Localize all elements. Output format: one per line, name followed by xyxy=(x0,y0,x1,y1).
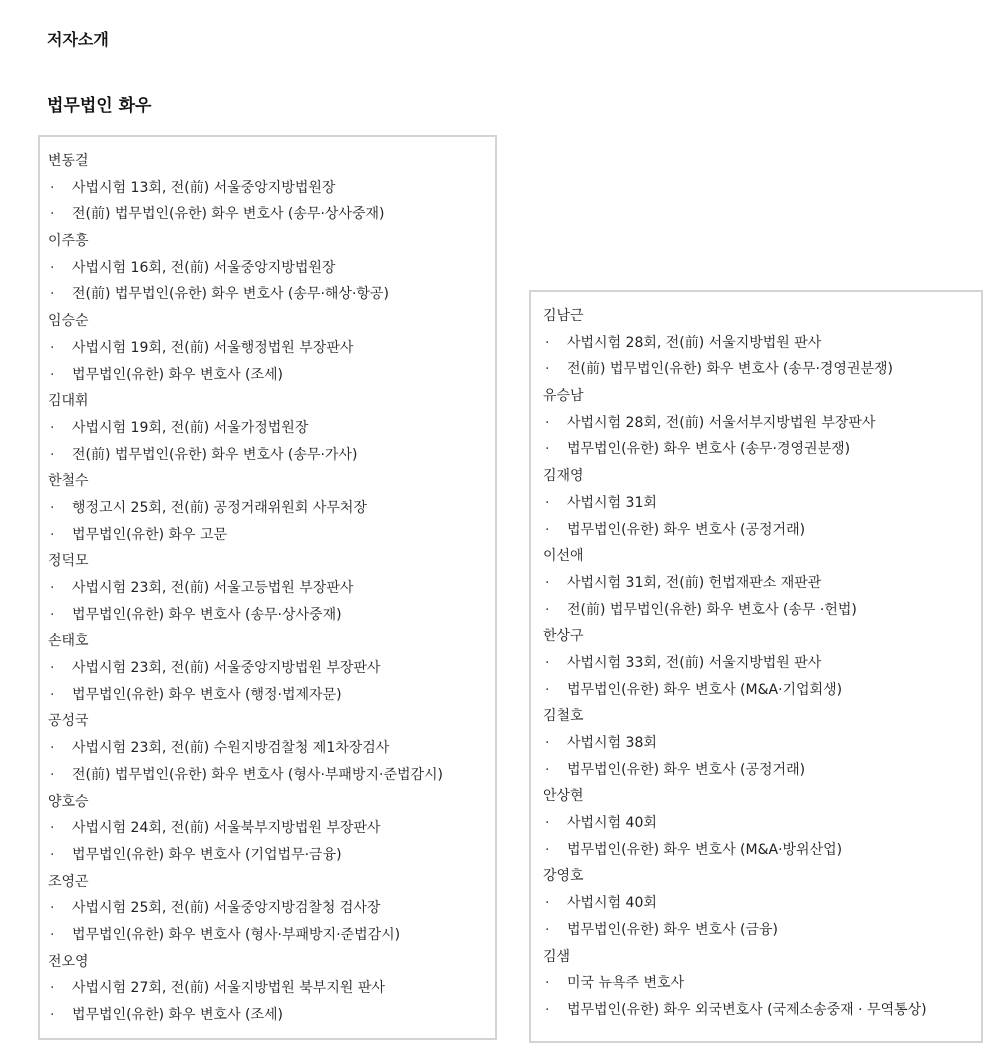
career-text: 법무법인(유한) 화우 변호사 (M&A·기업회생) xyxy=(567,681,843,698)
bullet-icon: · xyxy=(50,846,55,863)
author-career-item xyxy=(543,330,973,357)
author-entry xyxy=(543,863,973,943)
author-career-item xyxy=(48,335,487,362)
career-text: 법무법인(유한) 화우 변호사 (조세) xyxy=(72,366,284,383)
career-text: 법무법인(유한) 화우 변호사 (금융) xyxy=(567,921,779,938)
bullet-icon: · xyxy=(545,895,550,912)
author-entry xyxy=(543,944,973,1024)
author-name: 양호승 xyxy=(48,793,89,810)
author-career-item xyxy=(48,362,487,389)
bullet-icon: · xyxy=(50,740,55,757)
bullet-icon: · xyxy=(50,686,55,703)
author-entry xyxy=(48,228,487,308)
author-entry xyxy=(543,623,973,703)
bullet-icon: · xyxy=(545,921,550,938)
author-entry xyxy=(48,148,487,228)
author-career-item xyxy=(48,495,487,522)
bullet-icon: · xyxy=(545,494,550,511)
author-career-item xyxy=(543,970,973,997)
bullet-icon: · xyxy=(50,926,55,943)
career-text: 사법시험 27회, 전(前) 서울지방법원 북부지원 판사 xyxy=(72,980,385,997)
bullet-icon: · xyxy=(50,580,55,596)
author-career-item xyxy=(543,730,973,757)
author-entry xyxy=(543,383,973,463)
author-entry xyxy=(48,708,487,788)
career-text: 법무법인(유한) 화우 변호사 (행정·법제자문) xyxy=(72,686,342,703)
career-text: 사법시험 19회, 전(前) 서울가정법원장 xyxy=(72,419,309,436)
career-text: 사법시험 28회, 전(前) 서울지방법원 판사 xyxy=(567,334,822,351)
bullet-icon: · xyxy=(50,980,55,997)
author-name: 김재영 xyxy=(543,468,584,485)
author-name: 김샘 xyxy=(543,948,571,965)
page-title: 저자소개 xyxy=(47,30,109,49)
career-text: 법무법인(유한) 화우 변호사 (공정거래) xyxy=(567,761,806,778)
career-text: 법무법인(유한) 화우 변호사 (기업법무·금융) xyxy=(72,846,342,863)
career-text: 법무법인(유한) 화우 변호사 (송무·상사중재) xyxy=(72,606,342,623)
author-name: 정덕모 xyxy=(48,553,89,570)
bullet-icon: · xyxy=(50,339,55,356)
author-career-item xyxy=(543,837,973,864)
bullet-icon: · xyxy=(545,841,550,858)
career-text: 사법시험 40회 xyxy=(567,815,657,832)
author-name: 유승남 xyxy=(543,388,584,405)
career-text: 행정고시 25회, 전(前) 공정거래위원회 사무처장 xyxy=(72,499,367,516)
author-name: 변동걸 xyxy=(48,153,89,169)
author-career-item xyxy=(543,810,973,837)
author-career-item xyxy=(48,602,487,629)
author-career-item xyxy=(48,575,487,602)
author-name: 손태호 xyxy=(48,633,89,650)
author-entry xyxy=(543,463,973,543)
author-list-right xyxy=(529,290,983,1043)
career-text: 사법시험 16회, 전(前) 서울중앙지방법원장 xyxy=(72,259,336,276)
author-name: 김대휘 xyxy=(48,393,89,410)
bullet-icon: · xyxy=(50,606,55,623)
bullet-icon: · xyxy=(545,735,550,751)
bullet-icon: · xyxy=(545,761,550,778)
career-text: 사법시험 23회, 전(前) 서울고등법원 부장판사 xyxy=(72,580,354,596)
author-name: 안상현 xyxy=(543,788,584,805)
author-career-item xyxy=(543,650,973,677)
career-text: 사법시험 23회, 전(前) 수원지방검찰청 제1차장검사 xyxy=(72,740,390,757)
author-career-item xyxy=(48,1002,487,1029)
author-career-item xyxy=(543,597,973,624)
bullet-icon: · xyxy=(545,815,550,832)
bullet-icon: · xyxy=(545,334,550,351)
author-career-item xyxy=(48,842,487,869)
career-text: 전(前) 법무법인(유한) 화우 변호사 (송무·해상·항공) xyxy=(72,286,389,303)
author-name: 조영곤 xyxy=(48,873,89,890)
author-career-item xyxy=(48,442,487,469)
author-career-item xyxy=(48,255,487,282)
career-text: 법무법인(유한) 화우 변호사 (형사·부패방지·준법감시) xyxy=(72,926,401,943)
author-entry xyxy=(48,869,487,949)
author-career-item xyxy=(543,410,973,437)
career-text: 전(前) 법무법인(유한) 화우 변호사 (형사·부패방지·준법감시) xyxy=(72,766,443,783)
author-entry xyxy=(48,628,487,708)
author-career-item xyxy=(543,570,973,597)
author-career-item xyxy=(543,757,973,784)
career-text: 사법시험 25회, 전(前) 서울중앙지방검찰청 검사장 xyxy=(72,900,381,917)
career-text: 전(前) 법무법인(유한) 화우 변호사 (송무·상사중재) xyxy=(72,206,385,223)
firm-title: 법무법인 화우 xyxy=(47,96,152,116)
career-text: 사법시험 33회, 전(前) 서울지방법원 판사 xyxy=(567,654,822,671)
career-text: 법무법인(유한) 화우 변호사 (M&A·방위산업) xyxy=(567,841,843,858)
author-career-item xyxy=(48,922,487,949)
author-career-item xyxy=(48,655,487,682)
bullet-icon: · xyxy=(50,820,55,837)
career-text: 사법시험 13회, 전(前) 서울중앙지방법원장 xyxy=(72,179,336,196)
author-name: 이선애 xyxy=(543,548,584,565)
bullet-icon: · xyxy=(50,259,55,276)
author-entry xyxy=(48,548,487,628)
author-career-item xyxy=(48,682,487,709)
author-career-item xyxy=(543,890,973,917)
author-entry xyxy=(543,303,973,383)
author-career-item xyxy=(48,895,487,922)
career-text: 사법시험 38회 xyxy=(567,735,657,751)
author-career-item xyxy=(48,762,487,789)
author-career-item xyxy=(543,677,973,704)
author-entry xyxy=(48,949,487,1029)
author-name: 전오영 xyxy=(48,953,89,970)
bullet-icon: · xyxy=(50,286,55,303)
author-name: 임승순 xyxy=(48,313,89,330)
author-career-item xyxy=(543,436,973,463)
bullet-icon: · xyxy=(50,900,55,917)
bullet-icon: · xyxy=(50,419,55,436)
career-text: 법무법인(유한) 화우 변호사 (송무·경영권분쟁) xyxy=(567,441,851,458)
bullet-icon: · xyxy=(545,601,550,618)
author-career-item xyxy=(48,735,487,762)
author-name: 김철호 xyxy=(543,708,584,725)
author-entry xyxy=(543,783,973,863)
bullet-icon: · xyxy=(50,206,55,223)
bullet-icon: · xyxy=(545,361,550,378)
career-text: 사법시험 23회, 전(前) 서울중앙지방법원 부장판사 xyxy=(72,660,381,677)
author-career-item xyxy=(48,815,487,842)
bullet-icon: · xyxy=(545,975,550,992)
career-text: 사법시험 31회, 전(前) 헌법재판소 재판관 xyxy=(567,574,822,591)
career-text: 사법시험 19회, 전(前) 서울행정법원 부장판사 xyxy=(72,339,354,356)
bullet-icon: · xyxy=(50,1007,55,1023)
career-text: 전(前) 법무법인(유한) 화우 변호사 (송무 ·헌법) xyxy=(567,601,857,618)
author-name: 김남근 xyxy=(543,308,584,324)
author-career-item xyxy=(543,997,973,1024)
bullet-icon: · xyxy=(545,521,550,538)
career-text: 전(前) 법무법인(유한) 화우 변호사 (송무·경영권분쟁) xyxy=(567,361,893,378)
career-text: 전(前) 법무법인(유한) 화우 변호사 (송무·가사) xyxy=(72,446,358,463)
author-career-item xyxy=(543,517,973,544)
bullet-icon: · xyxy=(50,766,55,783)
author-entry xyxy=(48,308,487,388)
career-text: 사법시험 31회 xyxy=(567,494,657,511)
bullet-icon: · xyxy=(50,366,55,383)
bullet-icon: · xyxy=(545,574,550,591)
author-career-item xyxy=(48,281,487,308)
author-name: 공성국 xyxy=(48,713,89,730)
bullet-icon: · xyxy=(545,1001,550,1018)
author-entry xyxy=(543,703,973,783)
bullet-icon: · xyxy=(545,414,550,431)
author-career-item xyxy=(48,975,487,1002)
bullet-icon: · xyxy=(50,179,55,196)
author-name: 한상구 xyxy=(543,628,584,645)
author-career-item xyxy=(543,490,973,517)
author-career-item xyxy=(543,356,973,383)
author-name: 강영호 xyxy=(543,868,584,885)
author-entry xyxy=(48,388,487,468)
bullet-icon: · xyxy=(545,681,550,698)
author-entry xyxy=(543,543,973,623)
bullet-icon: · xyxy=(50,526,55,543)
bullet-icon: · xyxy=(50,446,55,463)
author-career-item xyxy=(48,175,487,202)
author-entry xyxy=(48,468,487,548)
author-name: 이주흥 xyxy=(48,233,89,250)
career-text: 법무법인(유한) 화우 변호사 (조세) xyxy=(72,1007,284,1023)
bullet-icon: · xyxy=(545,654,550,671)
author-career-item xyxy=(543,917,973,944)
author-entry xyxy=(48,789,487,869)
career-text: 미국 뉴욕주 변호사 xyxy=(567,975,685,992)
author-list-left xyxy=(38,135,497,1040)
career-text: 사법시험 24회, 전(前) 서울북부지방법원 부장판사 xyxy=(72,820,381,837)
bullet-icon: · xyxy=(545,441,550,458)
bullet-icon: · xyxy=(50,660,55,677)
author-name: 한철수 xyxy=(48,473,89,490)
author-career-item xyxy=(48,201,487,228)
career-text: 법무법인(유한) 화우 변호사 (공정거래) xyxy=(567,521,806,538)
bullet-icon: · xyxy=(50,499,55,516)
author-career-item xyxy=(48,415,487,442)
career-text: 법무법인(유한) 화우 외국변호사 (국제소송중재 · 무역통상) xyxy=(567,1001,927,1018)
career-text: 법무법인(유한) 화우 고문 xyxy=(72,526,228,543)
career-text: 사법시험 40회 xyxy=(567,895,657,912)
career-text: 사법시험 28회, 전(前) 서울서부지방법원 부장판사 xyxy=(567,414,876,431)
author-career-item xyxy=(48,522,487,549)
